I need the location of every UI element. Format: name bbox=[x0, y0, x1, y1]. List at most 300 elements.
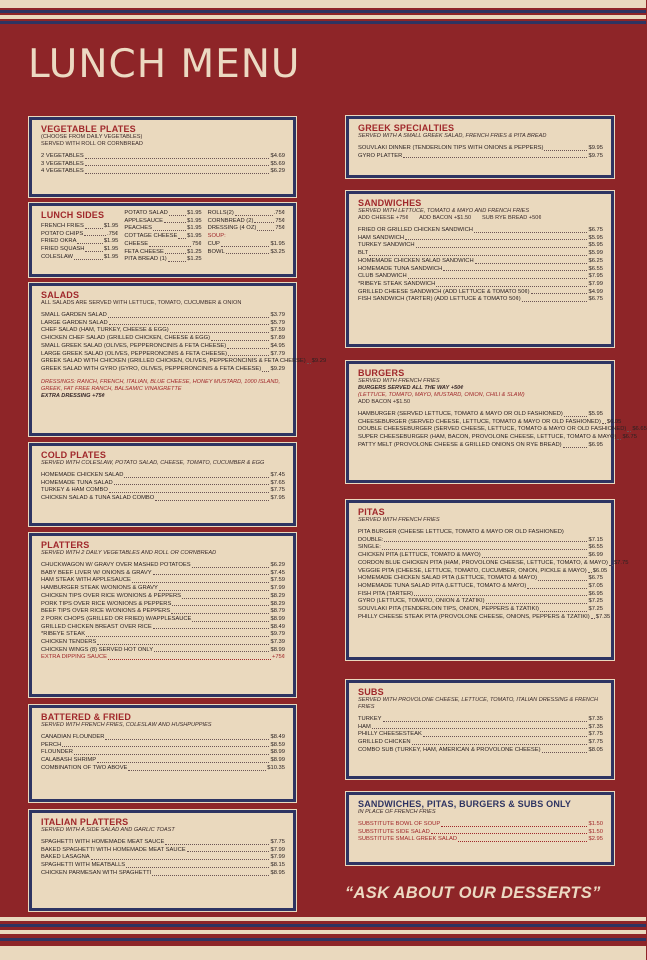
menu-item-row bbox=[358, 289, 603, 297]
section-title: ITALIAN PLATTERS bbox=[41, 817, 129, 827]
item-price: $6.55 bbox=[588, 265, 603, 272]
menu-item-row bbox=[41, 734, 285, 742]
item-price: $8.05 bbox=[588, 746, 603, 753]
leader-dots bbox=[192, 616, 269, 622]
item-price: $1.50 bbox=[588, 821, 603, 827]
item-list bbox=[208, 210, 285, 233]
greek-specialties-panel bbox=[346, 116, 614, 178]
item-name: PITA BREAD (1) bbox=[124, 256, 167, 263]
menu-item-row bbox=[124, 225, 201, 233]
item-name: GRILLED CHICKEN BREAST OVER RICE bbox=[41, 623, 152, 630]
section-title: BATTERED & FRIED bbox=[41, 712, 132, 722]
menu-item-row bbox=[358, 724, 603, 732]
leader-dots bbox=[257, 225, 274, 231]
menu-item-row bbox=[41, 335, 285, 343]
item-price: .75¢ bbox=[273, 210, 285, 216]
leader-dots bbox=[85, 168, 270, 174]
item-list bbox=[124, 210, 201, 264]
item-name: CHEF SALAD (HAM, TURKEY, CHEESE & EGG) bbox=[41, 327, 169, 334]
menu-item-row bbox=[208, 218, 285, 226]
leader-dots bbox=[540, 606, 588, 612]
item-list bbox=[358, 529, 629, 621]
leader-dots bbox=[617, 434, 621, 440]
leader-dots bbox=[114, 480, 270, 486]
salads-panel bbox=[29, 283, 327, 436]
menu-item-row bbox=[358, 598, 603, 606]
top-stripe-1 bbox=[0, 0, 646, 8]
item-price: $5.69 bbox=[270, 160, 285, 167]
menu-item-row bbox=[358, 418, 622, 427]
vegetable-plates-panel bbox=[29, 117, 296, 197]
item-name: FETA CHEESE bbox=[124, 248, 164, 255]
item-list bbox=[41, 562, 285, 654]
leader-dots bbox=[85, 246, 102, 252]
item-name: CHEESEBURGER (SERVED CHEESE, LETTUCE, TOMATO & MAYO OR OLD FASHIONED) bbox=[358, 418, 601, 425]
menu-item-row bbox=[358, 821, 603, 829]
item-name: HOMEMADE CHICKEN SALAD SANDWICH bbox=[358, 257, 474, 264]
item-price: $4.95 bbox=[270, 342, 285, 349]
item-price: $7.45 bbox=[270, 569, 285, 576]
item-name: COTTAGE CHEESE bbox=[124, 233, 178, 240]
menu-item-row bbox=[41, 246, 118, 254]
menu-item-row bbox=[41, 480, 285, 488]
leader-dots bbox=[609, 560, 613, 566]
menu-item-row bbox=[41, 351, 285, 359]
item-price: +75¢ bbox=[271, 654, 285, 661]
leader-dots bbox=[486, 598, 588, 604]
leader-dots bbox=[126, 862, 269, 868]
item-price: $7.15 bbox=[588, 536, 603, 543]
menu-item-row bbox=[358, 606, 603, 614]
leader-dots bbox=[170, 327, 270, 333]
leader-dots bbox=[307, 358, 311, 364]
leader-dots bbox=[74, 749, 270, 755]
leader-dots bbox=[124, 472, 269, 478]
menu-item-row bbox=[124, 241, 201, 249]
leader-dots bbox=[431, 829, 588, 835]
item-price: $8.79 bbox=[270, 608, 285, 615]
sides-column-2 bbox=[124, 210, 201, 264]
item-price: $2.95 bbox=[588, 836, 603, 843]
item-price: $5.79 bbox=[270, 319, 285, 326]
leader-dots bbox=[97, 639, 269, 645]
item-name: SOUVLAKI DINNER (TENDERLOIN TIPS WITH ONIONS & PEPPERS) bbox=[358, 145, 544, 151]
item-price: .75¢ bbox=[107, 230, 119, 237]
item-name: PHILLY CHEESESTEAK bbox=[358, 731, 422, 738]
item-name: DOUBLE: bbox=[358, 536, 384, 543]
leader-dots bbox=[412, 739, 588, 745]
item-price: $7.59 bbox=[270, 327, 285, 334]
bottom-stripe-2 bbox=[0, 924, 646, 927]
item-price: $1.95 bbox=[103, 253, 119, 260]
item-name: GRILLED CHEESE SANDWICH (ADD LETTUCE & TOMATO 50¢) bbox=[358, 288, 530, 295]
menu-item-row bbox=[41, 862, 285, 870]
section-title: SANDWICHES, PITAS, BURGERS & SUBS ONLY bbox=[358, 799, 572, 809]
item-name: PEACHES bbox=[124, 225, 153, 232]
leader-dots bbox=[153, 624, 270, 630]
leader-dots bbox=[602, 419, 606, 425]
top-stripe-2 bbox=[0, 10, 646, 13]
menu-item-row bbox=[358, 739, 603, 747]
item-price: $7.99 bbox=[270, 846, 285, 853]
leader-dots bbox=[227, 343, 269, 349]
item-name: HAM bbox=[358, 723, 371, 730]
desserts-tagline: “ASK ABOUT OUR DESSERTS” bbox=[345, 884, 601, 902]
section-subtitle: SERVED WITH FRENCH FRIES bbox=[358, 517, 440, 523]
menu-item-row bbox=[41, 577, 285, 585]
menu-item-row bbox=[358, 145, 603, 153]
leader-dots bbox=[384, 537, 587, 543]
menu-item-row bbox=[358, 731, 603, 739]
item-name: *RIBEYE STEAK SANDWICH bbox=[358, 280, 436, 287]
item-name: FRIED OR GRILLED CHICKEN SANDWICH bbox=[358, 227, 473, 233]
leader-dots bbox=[132, 577, 270, 583]
item-name: PHILLY CHEESE STEAK PITA (PROVOLONE CHEESE, ONIONS, PEPPERS & TZATIKI) bbox=[358, 613, 590, 620]
leader-dots bbox=[105, 734, 269, 740]
item-name: HOMEMADE TUNA SALAD bbox=[41, 479, 113, 486]
menu-item-row bbox=[208, 225, 285, 233]
menu-item-row bbox=[124, 218, 201, 226]
item-name: CHUCKWAGON W/ GRAVY OVER MASHED POTATOES bbox=[41, 562, 191, 568]
leader-dots bbox=[564, 411, 588, 417]
item-name: CHEESE bbox=[124, 240, 149, 247]
section-subtitle: SERVED WITH COLESLAW, POTATO SALAD, CHEESE, TOMATO, CUCUMBER & EGG bbox=[41, 460, 265, 466]
leader-dots bbox=[155, 495, 269, 501]
soup-label: SOUP: bbox=[207, 233, 226, 240]
extra-dipping-sauce-row bbox=[41, 654, 285, 662]
menu-item-row bbox=[358, 273, 603, 281]
item-name: CHICKEN WINGS (8) SERVED HOT ONLY bbox=[41, 646, 154, 653]
menu-item-row bbox=[358, 426, 647, 434]
item-name: POTATO CHIPS bbox=[41, 230, 84, 237]
item-price: $7.99 bbox=[270, 854, 285, 861]
bottom-stripe-5 bbox=[0, 946, 646, 960]
item-name: CANADIAN FLOUNDER bbox=[41, 734, 105, 740]
item-price: $7.89 bbox=[270, 335, 285, 342]
item-price: $7.35 bbox=[588, 723, 603, 730]
menu-item-row bbox=[41, 327, 285, 335]
item-name: *RIBEYE STEAK bbox=[41, 631, 86, 638]
leader-dots bbox=[627, 426, 631, 432]
menu-item-row bbox=[208, 249, 285, 257]
section-subtitle: SERVED WITH FRENCH FRIES, COLESLAW AND HUSHPUPPIES bbox=[41, 722, 212, 728]
item-price: $6.55 bbox=[588, 544, 603, 551]
item-price: $3.25 bbox=[270, 248, 285, 255]
item-name: SMALL GARDEN SALAD bbox=[41, 312, 107, 318]
leader-dots bbox=[108, 312, 270, 318]
item-price: $1.95 bbox=[103, 238, 119, 245]
menu-item-row bbox=[358, 544, 603, 552]
menu-item-row bbox=[124, 249, 201, 257]
menu-item-row bbox=[41, 320, 285, 328]
leader-dots bbox=[591, 614, 595, 620]
battered-fried-panel bbox=[29, 705, 296, 802]
item-price: $7.95 bbox=[270, 495, 285, 502]
leader-dots bbox=[91, 854, 270, 860]
leader-dots bbox=[211, 335, 269, 341]
menu-item-row bbox=[358, 583, 603, 591]
leader-dots bbox=[178, 233, 186, 239]
item-name: CORDON BLUE CHICKEN PITA (HAM, PROVOLONE CHEESE, LETTUCE, TOMATO, & MAYO) bbox=[358, 559, 608, 566]
cold-plates-panel bbox=[29, 443, 296, 526]
menu-item-row bbox=[358, 281, 603, 289]
item-name: SPAGHETTI WITH MEATBALLS bbox=[41, 862, 126, 869]
item-price: $6.75 bbox=[622, 434, 637, 441]
item-price: $1.95 bbox=[270, 240, 285, 247]
leader-dots bbox=[482, 552, 588, 558]
item-name: CUP bbox=[207, 240, 220, 247]
leader-dots bbox=[169, 210, 186, 216]
item-price: $8.95 bbox=[270, 869, 285, 876]
section-subtitle: SERVED WITH ROLL OR CORNBREAD bbox=[41, 141, 143, 147]
menu-item-row bbox=[41, 562, 285, 570]
item-name: TURKEY bbox=[358, 716, 382, 722]
item-name: BABY BEEF LIVER W/ ONIONS & GRAVY bbox=[41, 569, 152, 576]
sides-columns bbox=[41, 210, 285, 264]
leader-dots bbox=[85, 153, 270, 159]
menu-item-row bbox=[41, 495, 285, 503]
menu-item-row bbox=[358, 296, 603, 304]
item-name: TURKEY SANDWICH bbox=[358, 242, 415, 249]
menu-item-row bbox=[41, 749, 285, 757]
item-name: APPLESAUCE bbox=[124, 217, 163, 224]
bottom-stripe-4 bbox=[0, 938, 646, 941]
item-price: $8.99 bbox=[270, 757, 285, 764]
item-name: LARGE GARDEN SALAD bbox=[41, 319, 108, 326]
item-price: $6.75 bbox=[588, 227, 603, 233]
leader-dots bbox=[441, 821, 587, 827]
leader-dots bbox=[165, 839, 269, 845]
menu-item-row bbox=[358, 575, 603, 583]
item-price: $6.29 bbox=[270, 562, 285, 568]
menu-item-row bbox=[41, 647, 285, 655]
item-price: $6.99 bbox=[588, 552, 603, 559]
item-price: $9.95 bbox=[588, 145, 603, 151]
item-name: GYRO PLATTER bbox=[358, 152, 403, 159]
item-name: GRILLED CHICKEN bbox=[358, 739, 411, 746]
item-price: $8.59 bbox=[270, 741, 285, 748]
item-price: $6.25 bbox=[588, 257, 603, 264]
section-title: SANDWICHES bbox=[358, 198, 422, 208]
leader-dots bbox=[522, 296, 588, 302]
menu-item-row bbox=[358, 613, 611, 622]
item-name: COMBINATION OF TWO ABOVE bbox=[41, 764, 128, 771]
item-price: $7.45 bbox=[270, 472, 285, 478]
menu-item-row bbox=[41, 616, 285, 624]
leader-dots bbox=[414, 591, 587, 597]
item-name: SUBSTITUTE SIDE SALAD bbox=[358, 828, 430, 835]
item-name: ROLLS(2) bbox=[207, 210, 234, 216]
item-name: PITA BURGER (CHEESE LETTUCE, TOMATO & MAYO OR OLD FASHIONED) bbox=[358, 529, 564, 535]
item-name: 3 VEGETABLES bbox=[41, 160, 84, 167]
pitas-panel bbox=[346, 500, 629, 660]
leader-dots bbox=[474, 227, 588, 233]
menu-item-row bbox=[358, 537, 603, 545]
menu-item-row bbox=[41, 366, 285, 374]
menu-item-row bbox=[41, 757, 285, 765]
item-name: COLESLAW bbox=[41, 253, 73, 260]
item-price: $7.75 bbox=[270, 839, 285, 845]
item-list bbox=[41, 153, 285, 176]
bottom-stripe-1 bbox=[0, 917, 646, 921]
menu-item-row bbox=[358, 442, 603, 450]
item-price: $8.49 bbox=[270, 623, 285, 630]
item-list bbox=[358, 145, 603, 160]
section-title: PITAS bbox=[358, 507, 385, 517]
leader-dots bbox=[74, 254, 103, 260]
item-name: 4 VEGETABLES bbox=[41, 168, 84, 175]
menu-item-row bbox=[124, 210, 201, 218]
menu-item-row bbox=[41, 161, 285, 169]
item-price: $7.65 bbox=[270, 479, 285, 486]
burgers-panel bbox=[346, 361, 647, 483]
leader-dots bbox=[97, 757, 269, 763]
leader-dots bbox=[369, 250, 587, 256]
section-subtitle: SERVED WITH A SIDE SALAD AND GARLIC TOAST bbox=[41, 827, 175, 833]
item-name: PERCH bbox=[41, 741, 62, 748]
menu-item-row bbox=[358, 529, 603, 537]
item-list bbox=[358, 411, 647, 450]
item-price: $1.95 bbox=[187, 225, 202, 232]
menu-item-row bbox=[41, 601, 285, 609]
menu-item-row bbox=[41, 312, 285, 320]
page-title: LUNCH MENU bbox=[28, 42, 301, 87]
menu-item-row bbox=[358, 559, 629, 568]
item-list bbox=[358, 716, 603, 755]
item-price: $7.99 bbox=[270, 585, 285, 592]
dressings-note: DRESSINGS: RANCH, FRENCH, ITALIAN, BLUE CHEESE, HONEY MUSTARD, 1000 ISLAND, GREEK, FAT FREE RANCH, BALSAMIC VINAIGRETTE bbox=[41, 378, 281, 392]
leader-dots bbox=[159, 585, 270, 591]
item-price: $8.49 bbox=[270, 734, 285, 740]
section-subtitle: SERVED WITH A SMALL GREEK SALAD, FRENCH FRIES & PITA BREAD bbox=[358, 133, 547, 139]
leader-dots bbox=[458, 836, 587, 842]
menu-item-row bbox=[41, 238, 118, 246]
item-list bbox=[41, 472, 285, 503]
item-price: $6.75 bbox=[588, 575, 603, 582]
menu-item-row bbox=[41, 742, 285, 750]
menu-item-row bbox=[358, 747, 603, 755]
item-name: BEEF TIPS OVER RICE W/ONIONS & PEPPERS bbox=[41, 608, 171, 615]
item-price: $7.35 bbox=[588, 716, 603, 722]
item-name: CALABASH SHRIMP bbox=[41, 757, 97, 764]
item-name: LARGE GREEK SALAD (OLIVES, PEPPERONCINIS & FETA CHEESE) bbox=[41, 350, 228, 357]
menu-item-row bbox=[358, 411, 603, 419]
item-price: $5.99 bbox=[588, 250, 603, 257]
menu-item-row bbox=[41, 570, 285, 578]
menu-item-row bbox=[41, 343, 285, 351]
item-price: $6.65 bbox=[632, 426, 647, 433]
menu-item-row bbox=[41, 487, 285, 495]
leader-dots bbox=[527, 583, 587, 589]
leader-dots bbox=[423, 731, 588, 737]
item-name: SINGLE: bbox=[358, 544, 381, 551]
item-price: $4.99 bbox=[588, 288, 603, 295]
leader-dots bbox=[152, 870, 269, 876]
leader-dots bbox=[372, 724, 588, 730]
item-price: $7.99 bbox=[588, 280, 603, 287]
menu-item-row bbox=[208, 241, 285, 249]
menu-item-row bbox=[358, 836, 603, 844]
leader-dots bbox=[542, 747, 588, 753]
leader-dots bbox=[405, 235, 587, 241]
leader-dots bbox=[235, 210, 273, 216]
menu-item-row bbox=[358, 235, 603, 243]
item-name: FISH PITA (TARTER) bbox=[358, 590, 414, 597]
item-name: FRIED SQUASH bbox=[41, 246, 85, 253]
item-price: $1.50 bbox=[588, 828, 603, 835]
item-price: $6.05 bbox=[592, 567, 608, 574]
menu-item-row bbox=[41, 358, 327, 366]
menu-item-row bbox=[358, 567, 608, 576]
leader-dots bbox=[154, 647, 269, 653]
leader-dots bbox=[128, 765, 266, 771]
item-price: $1.95 bbox=[187, 217, 202, 224]
item-list bbox=[208, 241, 285, 256]
item-name: CHICKEN PARMESAN WITH SPAGHETTI bbox=[41, 869, 152, 876]
item-name: HAM STEAK WITH APPLESAUCE bbox=[41, 577, 131, 584]
item-price: $6.29 bbox=[270, 168, 285, 175]
item-price: $6.75 bbox=[588, 296, 603, 303]
leader-dots bbox=[588, 568, 592, 574]
item-name: BAKED SPAGHETTI WITH HOMEMADE MEAT SAUCE bbox=[41, 846, 186, 853]
italian-platters-panel bbox=[29, 810, 296, 911]
item-name: HOMEMADE CHICKEN SALAD bbox=[41, 472, 124, 478]
leader-dots bbox=[168, 256, 186, 262]
all-the-way-note: BURGERS SERVED ALL THE WAY +50¢ bbox=[358, 385, 464, 391]
leader-dots bbox=[228, 351, 269, 357]
item-price: $5.95 bbox=[588, 234, 603, 241]
add-bacon-note: ADD BACON +$1.50 bbox=[358, 399, 411, 405]
leader-dots bbox=[254, 218, 274, 224]
subs-panel bbox=[346, 680, 614, 779]
item-price: $7.35 bbox=[595, 613, 611, 620]
leader-dots bbox=[443, 266, 587, 272]
item-price: $8.29 bbox=[270, 600, 285, 607]
leader-dots bbox=[192, 562, 270, 568]
leader-dots bbox=[544, 145, 587, 151]
leader-dots bbox=[408, 273, 588, 279]
item-name: POTATO SALAD bbox=[124, 210, 168, 216]
item-price: $1.25 bbox=[187, 248, 202, 255]
menu-item-row bbox=[358, 250, 603, 258]
item-price: $8.99 bbox=[270, 615, 285, 622]
menu-item-row bbox=[41, 153, 285, 161]
item-price: $7.25 bbox=[588, 598, 603, 605]
item-name: BLT bbox=[358, 250, 369, 257]
menu-item-row bbox=[358, 153, 603, 161]
item-name: VEGGIE PITA (CHEESE, LETTUCE, TOMATO, CUCUMBER, ONION, PICKLE & MAYO) bbox=[358, 567, 587, 574]
leader-dots bbox=[85, 161, 270, 167]
item-price: $1.95 bbox=[187, 210, 202, 216]
item-name: GREEK SALAD WITH CHICKEN (GRILLED CHICKEN, OLIVES, PEPPERONCINIS & FETA CHEESE) bbox=[41, 358, 306, 365]
item-name: HAMBURGER (SERVED LETTUCE, TOMATO & MAYO OR OLD FASHIONED) bbox=[358, 411, 563, 417]
top-stripe-4 bbox=[0, 21, 646, 24]
leader-dots bbox=[164, 218, 186, 224]
menu-item-row bbox=[358, 258, 603, 266]
substitute-panel bbox=[346, 792, 614, 865]
item-price: $8.29 bbox=[270, 592, 285, 599]
leader-dots bbox=[182, 593, 269, 599]
menu-item-row bbox=[358, 242, 603, 250]
menu-item-row bbox=[358, 266, 603, 274]
menu-item-row bbox=[358, 716, 603, 724]
leader-dots bbox=[436, 281, 587, 287]
leader-dots bbox=[62, 742, 269, 748]
all-the-way-toppings: (LETTUCE, TOMATO, MAYO, MUSTARD, ONION, CHILI & SLAW) bbox=[358, 392, 525, 398]
item-name: CORNBREAD (2) bbox=[207, 217, 254, 224]
item-name: FRENCH FRIES bbox=[41, 223, 84, 229]
item-name: PATTY MELT (PROVOLONE CHEESE & GRILLED ONIONS ON RYE BREAD) bbox=[358, 441, 562, 448]
